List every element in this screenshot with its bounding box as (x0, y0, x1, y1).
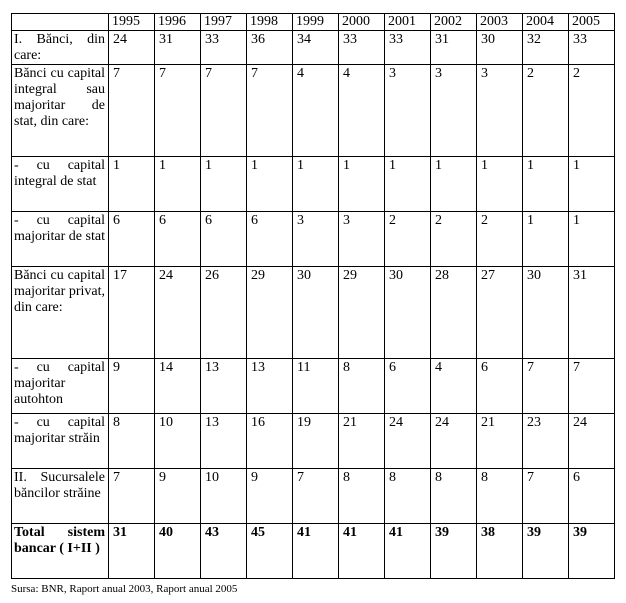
table-cell: 10 (155, 414, 201, 469)
row-label: Bănci cu capital integral sau majoritar de stat, din care: (12, 65, 109, 157)
table-cell: 6 (385, 359, 431, 414)
table-cell: 33 (339, 31, 385, 65)
table-cell: 19 (293, 414, 339, 469)
table-cell: 7 (293, 469, 339, 524)
table-cell: 13 (201, 414, 247, 469)
table-cell: 1 (109, 157, 155, 212)
table-cell: 1 (339, 157, 385, 212)
table-cell: 1 (155, 157, 201, 212)
table-cell: 1 (431, 157, 477, 212)
total-cell: 41 (293, 524, 339, 579)
total-row (12, 524, 615, 579)
table-cell: 21 (339, 414, 385, 469)
source-note: Sursa: BNR, Raport anual 2003, Raport anual 2005 (11, 583, 238, 595)
year-header: 2002 (431, 14, 477, 31)
table-cell: 13 (247, 359, 293, 414)
total-cell: 43 (201, 524, 247, 579)
table-cell: 33 (201, 31, 247, 65)
table-cell: 29 (339, 267, 385, 359)
table-cell: 33 (569, 31, 615, 65)
table-cell: 31 (431, 31, 477, 65)
table-cell: 8 (385, 469, 431, 524)
table-row (12, 157, 615, 212)
table-cell: 6 (477, 359, 523, 414)
table-cell: 33 (385, 31, 431, 65)
year-header: 1995 (109, 14, 155, 31)
table-cell: 4 (431, 359, 477, 414)
table-cell: 3 (477, 65, 523, 157)
table-cell: 36 (247, 31, 293, 65)
year-header: 1996 (155, 14, 201, 31)
table-cell: 1 (477, 157, 523, 212)
table-cell: 21 (477, 414, 523, 469)
table-cell: 1 (523, 157, 569, 212)
year-header: 1997 (201, 14, 247, 31)
table-cell: 17 (109, 267, 155, 359)
table-cell: 6 (155, 212, 201, 267)
table-row (12, 31, 615, 65)
table-row (12, 359, 615, 414)
table-cell: 9 (109, 359, 155, 414)
table-cell: 16 (247, 414, 293, 469)
table-cell: 7 (523, 359, 569, 414)
table-cell: 28 (431, 267, 477, 359)
row-label: II. Sucursalele băncilor străine (12, 469, 109, 524)
year-header: 2001 (385, 14, 431, 31)
table-cell: 1 (201, 157, 247, 212)
table-cell: 34 (293, 31, 339, 65)
table-cell: 1 (569, 157, 615, 212)
row-label: - cu capital majoritar autohton (12, 359, 109, 414)
total-cell: 31 (109, 524, 155, 579)
total-cell: 39 (523, 524, 569, 579)
table-cell: 30 (523, 267, 569, 359)
table-cell: 2 (569, 65, 615, 157)
banking-system-table (11, 13, 615, 579)
table-cell: 4 (293, 65, 339, 157)
table-cell: 1 (569, 212, 615, 267)
table-cell: 1 (385, 157, 431, 212)
table-cell: 8 (477, 469, 523, 524)
row-label: I. Bănci, din care: (12, 31, 109, 65)
table-cell: 7 (247, 65, 293, 157)
table-cell: 32 (523, 31, 569, 65)
table-cell: 2 (385, 212, 431, 267)
table-cell: 1 (293, 157, 339, 212)
year-header: 1999 (293, 14, 339, 31)
table-row (12, 65, 615, 157)
table-cell: 3 (293, 212, 339, 267)
table-cell: 3 (339, 212, 385, 267)
header-corner-cell (12, 14, 109, 31)
table-cell: 31 (155, 31, 201, 65)
table-cell: 2 (431, 212, 477, 267)
table-cell: 23 (523, 414, 569, 469)
table-cell: 24 (569, 414, 615, 469)
table-cell: 7 (109, 65, 155, 157)
table-cell: 7 (155, 65, 201, 157)
table-row (12, 267, 615, 359)
table-cell: 26 (201, 267, 247, 359)
table-cell: 1 (523, 212, 569, 267)
table-cell: 8 (339, 359, 385, 414)
table-cell: 24 (155, 267, 201, 359)
table-cell: 27 (477, 267, 523, 359)
table-cell: 6 (247, 212, 293, 267)
table-row (12, 469, 615, 524)
row-label: - cu capital majoritar de stat (12, 212, 109, 267)
table-cell: 6 (569, 469, 615, 524)
table-cell: 7 (523, 469, 569, 524)
table-cell: 8 (339, 469, 385, 524)
table-cell: 1 (247, 157, 293, 212)
table-cell: 30 (293, 267, 339, 359)
total-cell: 41 (339, 524, 385, 579)
table-cell: 29 (247, 267, 293, 359)
table-cell: 2 (523, 65, 569, 157)
table-cell: 30 (477, 31, 523, 65)
table-cell: 7 (569, 359, 615, 414)
row-label: Bănci cu capital majoritar privat, din care: (12, 267, 109, 359)
table-cell: 7 (201, 65, 247, 157)
total-label: Total sistem bancar ( I+II ) (12, 524, 109, 579)
total-cell: 40 (155, 524, 201, 579)
year-header: 2004 (523, 14, 569, 31)
table-cell: 24 (109, 31, 155, 65)
total-cell: 41 (385, 524, 431, 579)
table-cell: 3 (431, 65, 477, 157)
table-cell: 24 (385, 414, 431, 469)
total-cell: 39 (569, 524, 615, 579)
row-label: - cu capital majoritar străin (12, 414, 109, 469)
table-cell: 2 (477, 212, 523, 267)
year-header: 1998 (247, 14, 293, 31)
header-row (12, 14, 615, 31)
total-cell: 45 (247, 524, 293, 579)
table-cell: 31 (569, 267, 615, 359)
total-cell: 38 (477, 524, 523, 579)
table-cell: 8 (431, 469, 477, 524)
table-cell: 10 (201, 469, 247, 524)
table-cell: 7 (109, 469, 155, 524)
table-cell: 9 (155, 469, 201, 524)
table-cell: 9 (247, 469, 293, 524)
year-header: 2000 (339, 14, 385, 31)
row-label: - cu capital integral de stat (12, 157, 109, 212)
table-cell: 30 (385, 267, 431, 359)
table-cell: 14 (155, 359, 201, 414)
table-cell: 13 (201, 359, 247, 414)
total-cell: 39 (431, 524, 477, 579)
table-cell: 6 (201, 212, 247, 267)
table-cell: 3 (385, 65, 431, 157)
table-row (12, 212, 615, 267)
table-cell: 11 (293, 359, 339, 414)
year-header: 2003 (477, 14, 523, 31)
year-header: 2005 (569, 14, 615, 31)
table-cell: 24 (431, 414, 477, 469)
table-cell: 8 (109, 414, 155, 469)
table-cell: 6 (109, 212, 155, 267)
table-row (12, 414, 615, 469)
table-cell: 4 (339, 65, 385, 157)
